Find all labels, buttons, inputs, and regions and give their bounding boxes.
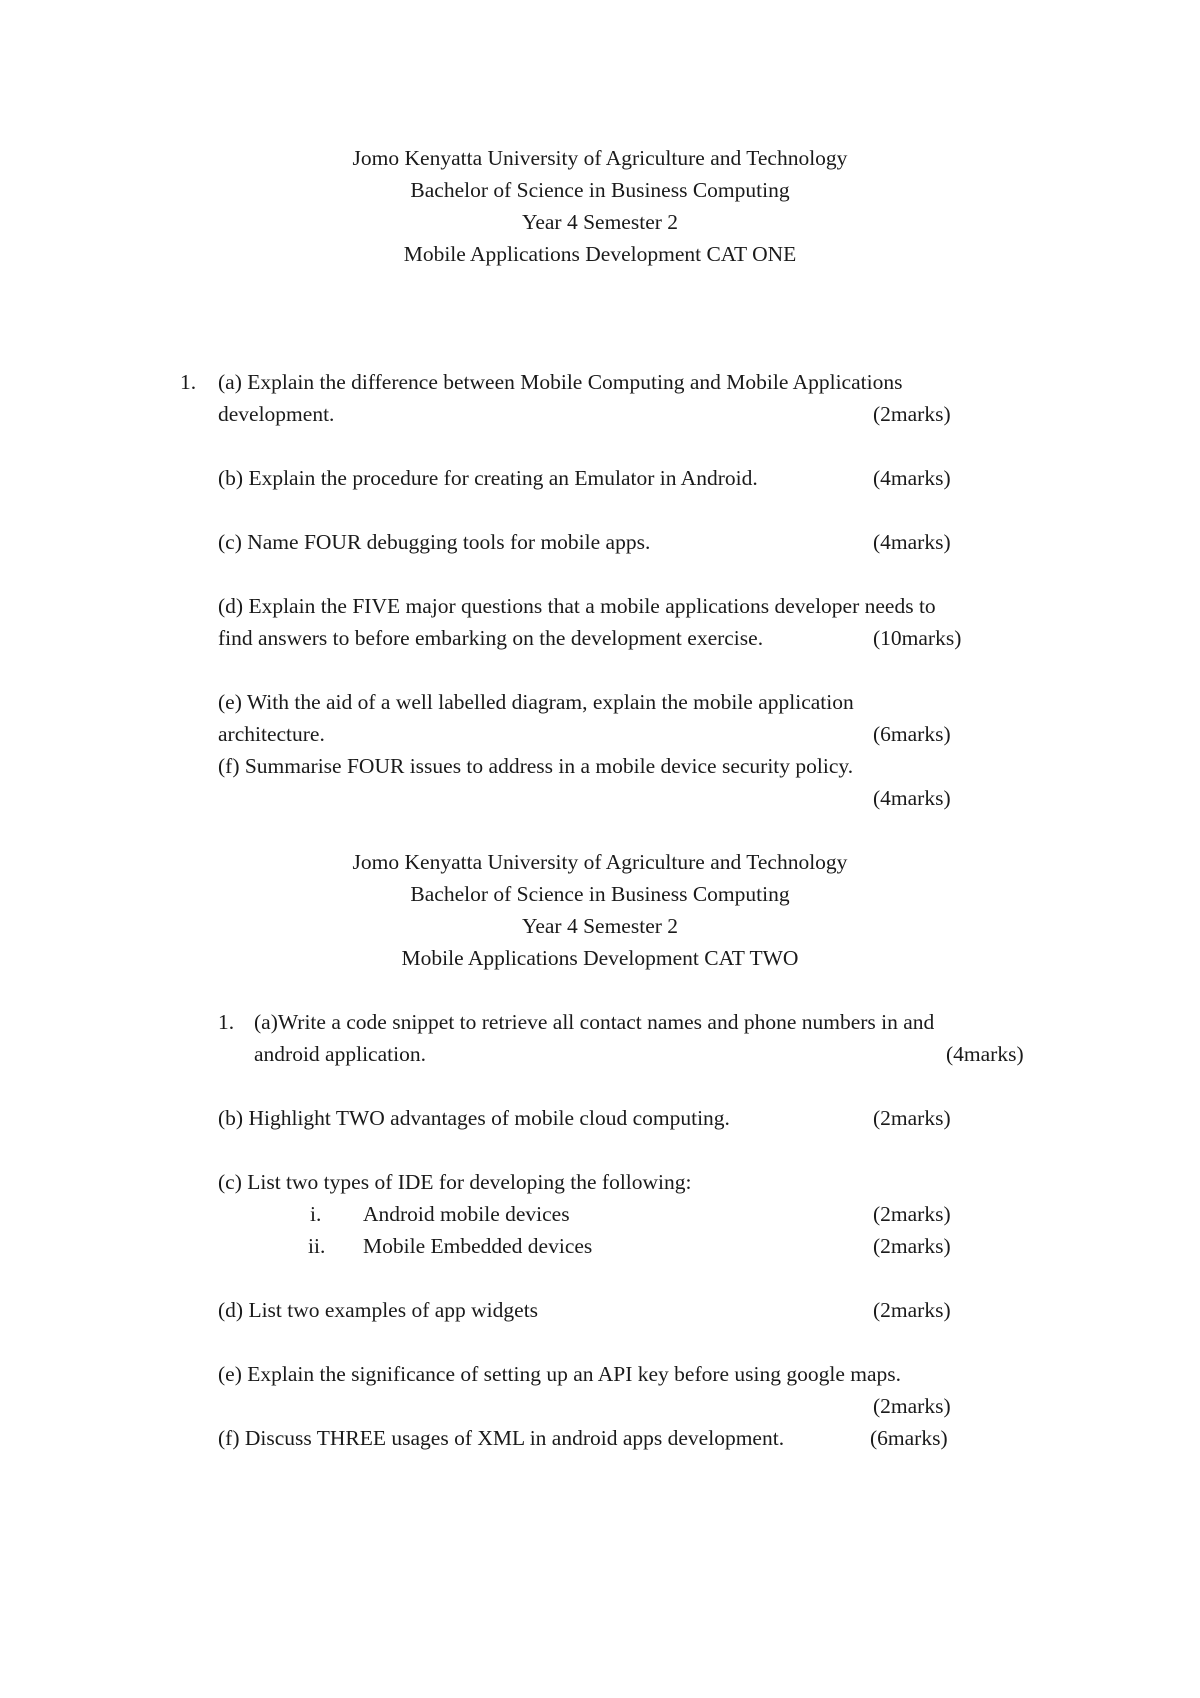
cat-one-part-c-marks: (4marks) (873, 530, 951, 554)
cat-one-part-f-marks: (4marks) (873, 786, 951, 810)
cat-one-part-c-text: (c) Name FOUR debugging tools for mobile apps. (218, 530, 651, 554)
cat-two-year-semester: Year 4 Semester 2 (521, 914, 679, 938)
cat-one-part-d-line1: (d) Explain the FIVE major questions that a mobile applications developer needs to (218, 594, 936, 618)
cat-two-part-c-item-1-text: Android mobile devices (363, 1202, 570, 1226)
cat-two-part-d-marks: (2marks) (873, 1298, 951, 1322)
cat-one-year-semester: Year 4 Semester 2 (521, 210, 679, 234)
cat-one-part-d-marks: (10marks) (873, 626, 962, 650)
cat-one-part-d-line2: find answers to before embarking on the development exercise. (218, 626, 764, 650)
cat-one-part-f-text: (f) Summarise FOUR issues to address in a mobile device security policy. (218, 754, 854, 778)
cat-one-university: Jomo Kenyatta University of Agriculture and Technology (352, 146, 848, 170)
cat-two-university: Jomo Kenyatta University of Agriculture and Technology (352, 850, 848, 874)
cat-two-part-a-marks: (4marks) (946, 1042, 1024, 1066)
cat-one-part-b-text: (b) Explain the procedure for creating an Emulator in Android. (218, 466, 758, 490)
cat-one-part-e-marks: (6marks) (873, 722, 951, 746)
cat-two-part-e-text: (e) Explain the significance of setting up an API key before using google maps. (218, 1362, 902, 1386)
cat-two-part-e-marks: (2marks) (873, 1394, 951, 1418)
cat-two-part-b-marks: (2marks) (873, 1106, 951, 1130)
cat-one-part-a-line1: (a) Explain the difference between Mobile Computing and Mobile Applications (218, 370, 903, 394)
cat-two-part-f-marks: (6marks) (870, 1426, 948, 1450)
cat-two-part-c-item-2-marks: (2marks) (873, 1234, 951, 1258)
cat-two-part-b-text: (b) Highlight TWO advantages of mobile cloud computing. (218, 1106, 730, 1130)
cat-one-part-e-line1: (e) With the aid of a well labelled diagram, explain the mobile application (218, 690, 854, 714)
cat-two-part-a-line1: (a)Write a code snippet to retrieve all contact names and phone numbers in and (254, 1010, 935, 1034)
cat-one-paper-title: Mobile Applications Development CAT ONE (403, 242, 797, 266)
cat-two-part-a-line2: android application. (254, 1042, 426, 1066)
cat-one-programme: Bachelor of Science in Business Computing (410, 178, 790, 202)
cat-two-paper-title: Mobile Applications Development CAT TWO (401, 946, 799, 970)
cat-one-part-e-line2: architecture. (218, 722, 325, 746)
cat-two-question-number: 1. (218, 1010, 235, 1034)
cat-two-part-c-item-2-text: Mobile Embedded devices (363, 1234, 593, 1258)
cat-two-part-c-item-1-numeral: i. (310, 1202, 322, 1226)
cat-two-part-c-text: (c) List two types of IDE for developing the following: (218, 1170, 692, 1194)
cat-one-question-number: 1. (180, 370, 197, 394)
cat-one-part-b-marks: (4marks) (873, 466, 951, 490)
cat-two-part-c-item-2-numeral: ii. (308, 1234, 326, 1258)
cat-two-part-f-text: (f) Discuss THREE usages of XML in android apps development. (218, 1426, 785, 1450)
cat-two-part-d-text: (d) List two examples of app widgets (218, 1298, 539, 1322)
cat-two-programme: Bachelor of Science in Business Computing (410, 882, 790, 906)
cat-two-part-c-item-1-marks: (2marks) (873, 1202, 951, 1226)
cat-one-part-a-marks: (2marks) (873, 402, 951, 426)
cat-one-part-a-line2: development. (218, 402, 335, 426)
